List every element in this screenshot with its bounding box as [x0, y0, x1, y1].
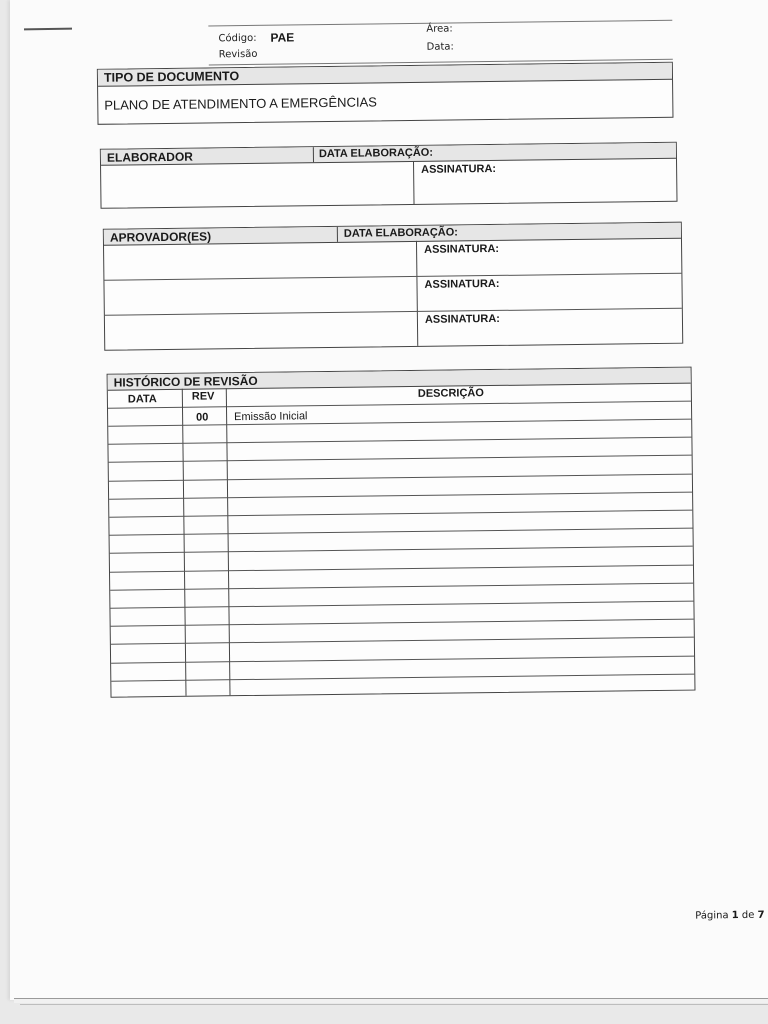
historico-row-line	[111, 673, 694, 681]
aprovadores-divider-top	[337, 227, 338, 242]
aprovadores-divider	[416, 241, 418, 346]
historico-row-line	[110, 546, 693, 554]
historico-row-line	[111, 655, 694, 663]
historico-col-descricao: DESCRIÇÃO	[417, 387, 484, 400]
aprovadores-data-label: DATA ELABORAÇÃO:	[343, 226, 459, 240]
aprovador-assinatura-label-1: ASSINATURA:	[424, 242, 500, 256]
historico-row-rev: 00	[196, 411, 209, 424]
aprovadores-row-line	[105, 308, 682, 316]
historico-col-rev: REV	[191, 390, 215, 403]
historico-col-divider-1	[182, 389, 187, 696]
historico-row-line	[109, 491, 692, 499]
historico-row-line	[111, 637, 694, 645]
tipo-documento-value: PLANO DE ATENDIMENTO A EMERGÊNCIAS	[104, 94, 377, 113]
document-header	[208, 20, 672, 66]
elaborador-section	[100, 142, 678, 209]
historico-col-divider-2	[226, 388, 231, 695]
page-prefix: Página	[695, 910, 732, 922]
historico-row-descricao: Emissão Inicial	[234, 410, 308, 424]
historico-heading: HISTÓRICO DE REVISÃO	[113, 373, 258, 390]
historico-col-data: DATA	[127, 393, 157, 406]
area-label: Área:	[426, 23, 453, 35]
historico-row-line	[108, 437, 691, 445]
codigo-label: Código:	[218, 32, 257, 45]
page-separator: de	[738, 909, 758, 922]
page-current: 1	[731, 910, 739, 922]
historico-row-line	[109, 473, 692, 481]
aprovador-assinatura-label-2: ASSINATURA:	[424, 277, 500, 291]
elaborador-divider-top	[313, 147, 314, 162]
historico-revisao-section	[107, 367, 696, 698]
historico-row-line	[111, 619, 694, 627]
aprovadores-row-line	[104, 273, 681, 281]
elaborador-data-label: DATA ELABORAÇÃO:	[318, 146, 434, 161]
historico-row-line	[109, 510, 692, 518]
revisao-label: Revisão	[218, 48, 258, 61]
historico-row-line	[110, 564, 693, 572]
historico-row-line	[109, 455, 692, 463]
aprovadores-section	[103, 222, 683, 351]
historico-row-line	[110, 582, 693, 590]
historico-row-line	[110, 528, 693, 536]
aprovadores-heading: APROVADOR(ES)	[109, 229, 212, 245]
aprovador-assinatura-label-3: ASSINATURA:	[424, 312, 500, 326]
elaborador-assinatura-label: ASSINATURA:	[421, 162, 497, 176]
tipo-documento-heading: TIPO DE DOCUMENTO	[103, 69, 240, 85]
data-label: Data:	[426, 41, 454, 53]
tipo-documento-section	[97, 62, 674, 125]
page-total: 7	[757, 909, 765, 921]
codigo-value: PAE	[270, 30, 295, 45]
elaborador-heading: ELABORADOR	[106, 149, 194, 165]
historico-row-line	[110, 601, 693, 609]
page-number	[695, 910, 764, 922]
elaborador-divider	[413, 161, 415, 204]
